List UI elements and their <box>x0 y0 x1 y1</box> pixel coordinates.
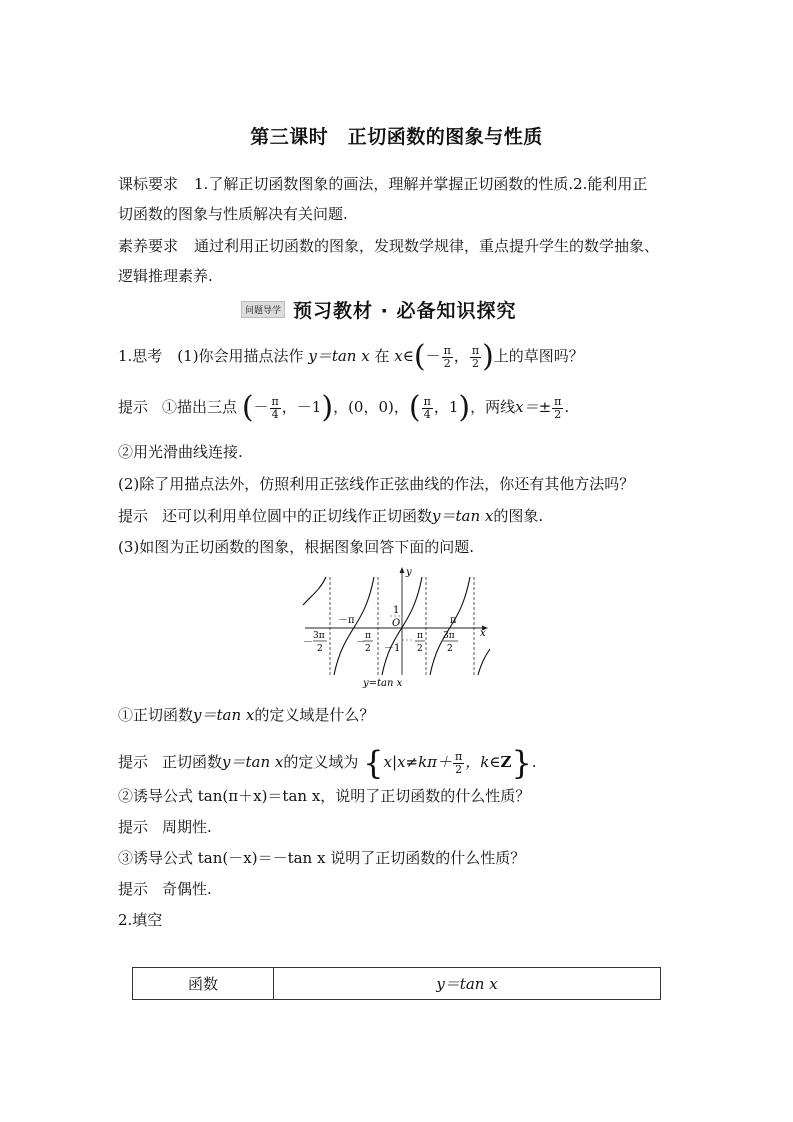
a1-period: . <box>564 398 570 416</box>
hint-label: 提示 <box>118 880 149 898</box>
answer-3b <box>118 817 212 837</box>
a3a-text: 正切函数 <box>162 753 223 771</box>
tick-neg-pi: －π <box>338 615 355 626</box>
function-table <box>132 967 661 1000</box>
frac-num: π <box>443 343 451 357</box>
tick-neg-pi2-minus: － <box>356 637 366 648</box>
a3a-function: y＝tan x <box>222 753 284 771</box>
frac-num: π <box>471 343 480 357</box>
a1-comma: ， <box>281 398 297 416</box>
right-paren: ) <box>321 390 334 425</box>
answer-3c <box>118 879 212 899</box>
a2-suffix: 的图象. <box>493 507 544 525</box>
answer-2 <box>118 506 543 526</box>
tan-branch-right <box>430 577 470 675</box>
x-axis-label: x <box>480 628 486 639</box>
frac-den: 2 <box>455 762 463 776</box>
right-paren: ) <box>458 390 471 425</box>
right-paren: ) <box>482 339 494 374</box>
fraction-pi-over-2 <box>453 751 464 776</box>
frac-den: 2 <box>554 407 562 421</box>
page-title: 第三课时 正切函数的图象与性质 <box>250 126 543 148</box>
a3a-period: . <box>531 753 537 771</box>
question-3c: ③诱导公式 tan(－x)＝－tan x 说明了正切函数的什么性质？ <box>118 849 526 867</box>
requirements-line-1 <box>118 174 647 194</box>
frac-den: 2 <box>443 356 451 370</box>
left-paren: ( <box>413 339 426 374</box>
a3a-mid: 的定义域为 <box>283 753 359 771</box>
fraction-pi-over-4 <box>270 396 281 421</box>
left-brace: { <box>363 744 384 782</box>
hint-label: 提示 <box>118 507 149 525</box>
tan-branch-far-right <box>478 649 490 675</box>
a1-text: ①描出三点 <box>162 398 238 416</box>
table-header-function: 函数 <box>133 968 274 1000</box>
literacy-text-2: 逻辑推理素养. <box>118 267 213 285</box>
answer-1 <box>118 390 570 425</box>
frac-den: 4 <box>423 407 431 421</box>
section-title: 预习教材 · 必备知识探究 <box>293 300 517 322</box>
hint-label: 提示 <box>118 398 149 416</box>
a2-text: 还可以利用单位圆中的正切线作正切函数 <box>162 507 433 525</box>
q1-prefix: 1.思考 (1)你会用描点法作 <box>118 347 304 365</box>
table-row <box>133 968 661 1000</box>
fraction-pi-over-2 <box>470 345 481 370</box>
tick-neg-3pi2-num: 3π <box>313 631 325 641</box>
question-3: (3)如图为正切函数的图象，根据图象回答下面的问题. <box>118 538 475 556</box>
section-header <box>241 296 516 323</box>
hint-label: 提示 <box>118 818 149 836</box>
a1-text2: ，两线 <box>470 398 516 416</box>
right-brace: } <box>511 744 532 782</box>
q1-mid: 在 <box>374 347 390 365</box>
tick-neg-3pi2-minus: － <box>303 637 313 648</box>
q1-suffix: 上的草图吗？ <box>493 347 584 365</box>
frac-den: 4 <box>271 407 279 421</box>
q1-in: ∈ <box>402 347 414 365</box>
tick-3pi2-num: 3π <box>443 631 455 641</box>
literacy-line-1 <box>118 236 659 256</box>
q1-neg: － <box>425 347 441 365</box>
q1-x: x <box>394 347 403 365</box>
tan-graph <box>300 565 500 691</box>
answer-1b: ②用光滑曲线连接. <box>118 443 243 461</box>
q3a-suffix: 的定义域是什么？ <box>254 706 375 724</box>
set-Z: Z <box>500 753 512 771</box>
tick-pi2-num: π <box>417 631 423 641</box>
fraction-pi-over-2 <box>442 345 453 370</box>
tan-branch-left <box>334 577 374 675</box>
a3c-text: 奇偶性. <box>162 880 212 898</box>
set-bar: | <box>392 753 398 771</box>
tan-branch-far-left <box>303 577 326 605</box>
tick-pi: π <box>450 615 457 626</box>
a1-comma: ， <box>433 398 449 416</box>
a1-origin: ，(0，0)， <box>333 398 409 416</box>
a3b-text: 周期性. <box>162 818 212 836</box>
section-tag: 问题导学 <box>241 301 285 318</box>
a1-neg: － <box>253 398 269 416</box>
a1-one: 1 <box>448 398 459 416</box>
answer-3a <box>118 744 537 782</box>
set-var: x <box>383 753 392 771</box>
question-3b: ②诱导公式 tan(π＋x)＝tan x，说明了正切函数的什么性质？ <box>118 787 531 805</box>
frac-num: π <box>271 394 279 408</box>
a1-xeq: x＝± <box>515 398 552 416</box>
left-paren: ( <box>408 390 421 425</box>
fill-heading: 2.填空 <box>118 911 163 929</box>
frac-den: 2 <box>471 356 479 370</box>
left-paren: ( <box>241 390 254 425</box>
a2-function: y＝tan x <box>432 507 494 525</box>
tick-pi2-den: 2 <box>417 644 423 654</box>
table-header-tan: y＝tan x <box>274 968 661 1000</box>
literacy-label: 素养要求 <box>118 237 179 255</box>
requirements-text-1: 1.了解正切函数图象的画法，理解并掌握正切函数的性质.2.能利用正 <box>194 175 648 193</box>
fraction-pi-over-4 <box>422 396 433 421</box>
y-axis-arrow <box>400 567 405 573</box>
tick-neg-3pi2-den: 2 <box>317 644 323 654</box>
tick-neg-pi2-num: π <box>365 631 371 641</box>
frac-num: π <box>423 394 431 408</box>
q3a-text: ①正切函数 <box>118 706 194 724</box>
fraction-pi-over-2 <box>552 396 563 421</box>
set-condition: x≠kπ＋ <box>397 753 453 771</box>
graph-caption: y=tan x <box>363 678 403 689</box>
question-1 <box>118 339 584 374</box>
frac-num: π <box>455 749 463 763</box>
tick-3pi2-den: 2 <box>447 644 453 654</box>
question-3a <box>118 705 374 725</box>
a1-negone: －1 <box>296 398 322 416</box>
frac-num: π <box>554 394 562 408</box>
hint-label: 提示 <box>118 753 149 771</box>
y-axis-label: y <box>406 567 412 578</box>
requirements-text-2: 切函数的图象与性质解决有关问题. <box>118 205 348 223</box>
origin-label: O <box>392 618 401 629</box>
q1-function: y＝tan x <box>308 347 370 365</box>
set-k: ，k∈ <box>465 753 501 771</box>
q3a-function: y＝tan x <box>193 706 255 724</box>
requirements-label: 课标要求 <box>118 175 179 193</box>
question-2: (2)除了用描点法外，仿照利用正弦线作正弦曲线的作法，你还有其他方法吗？ <box>118 475 635 493</box>
tick-neg-one: －1 <box>384 643 401 654</box>
q1-comma: ， <box>453 347 469 365</box>
tick-one: 1 <box>393 605 400 616</box>
tick-neg-pi2-den: 2 <box>365 644 371 654</box>
literacy-text-1: 通过利用正切函数的图象，发现数学规律，重点提升学生的数学抽象、 <box>194 237 660 255</box>
